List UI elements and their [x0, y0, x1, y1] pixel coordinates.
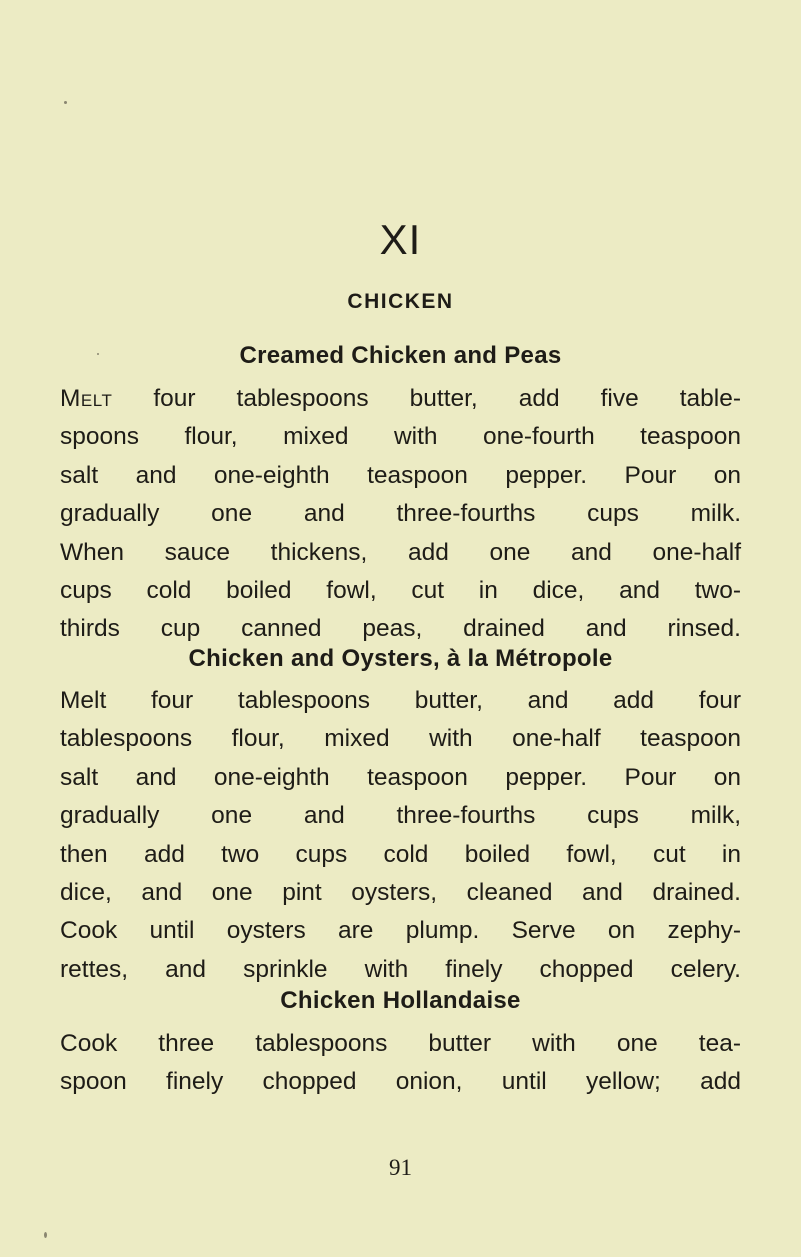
text-line: spoons flour, mixed with one-fourth teaspoon — [60, 423, 741, 451]
text-line: gradually one and three-fourths cups milk, — [60, 802, 741, 830]
recipe-title: Chicken Hollandaise — [280, 987, 521, 1014]
recipe-body — [60, 682, 741, 989]
text-line: cups cold boiled fowl, cut in dice, and two- — [60, 577, 741, 605]
recipe-title: Chicken and Oysters, à la Métropole — [188, 645, 613, 672]
text-line: salt and one-eighth teaspoon pepper. Pour on — [60, 461, 741, 489]
text-line: tablespoons flour, mixed with one-half teaspoon — [60, 725, 741, 753]
text-line: Cook until oysters are plump. Serve on zephy- — [60, 917, 741, 945]
text-line: then add two cups cold boiled fowl, cut in — [60, 840, 741, 868]
drop-word: Melt — [60, 385, 113, 412]
page-number: 91 — [389, 1155, 412, 1180]
text-line: spoon finely chopped onion, until yellow; add — [60, 1068, 741, 1096]
text-line: Melt four tablespoons butter, add five table- — [60, 385, 741, 412]
chapter-number: XI — [379, 216, 422, 263]
recipe-title: Creamed Chicken and Peas — [239, 342, 562, 369]
text-line: Melt four tablespoons butter, and add four — [60, 687, 741, 714]
text-line: Cook three tablespoons butter with one tea- — [60, 1030, 741, 1057]
paper-speck — [64, 101, 67, 104]
recipe-body — [60, 1025, 741, 1102]
text-line: dice, and one pint oysters, cleaned and drained. — [60, 879, 741, 907]
text-line: rettes, and sprinkle with finely chopped celery. — [60, 955, 741, 983]
paper-speck — [44, 1232, 47, 1238]
text-line: thirds cup canned peas, drained and rinsed. — [60, 615, 741, 643]
chapter-title: CHICKEN — [347, 290, 454, 313]
text-line: gradually one and three-fourths cups milk. — [60, 500, 741, 528]
recipe-body — [60, 380, 741, 649]
text-line: salt and one-eighth teaspoon pepper. Pour on — [60, 763, 741, 791]
text-line: When sauce thickens, add one and one-half — [60, 538, 741, 566]
